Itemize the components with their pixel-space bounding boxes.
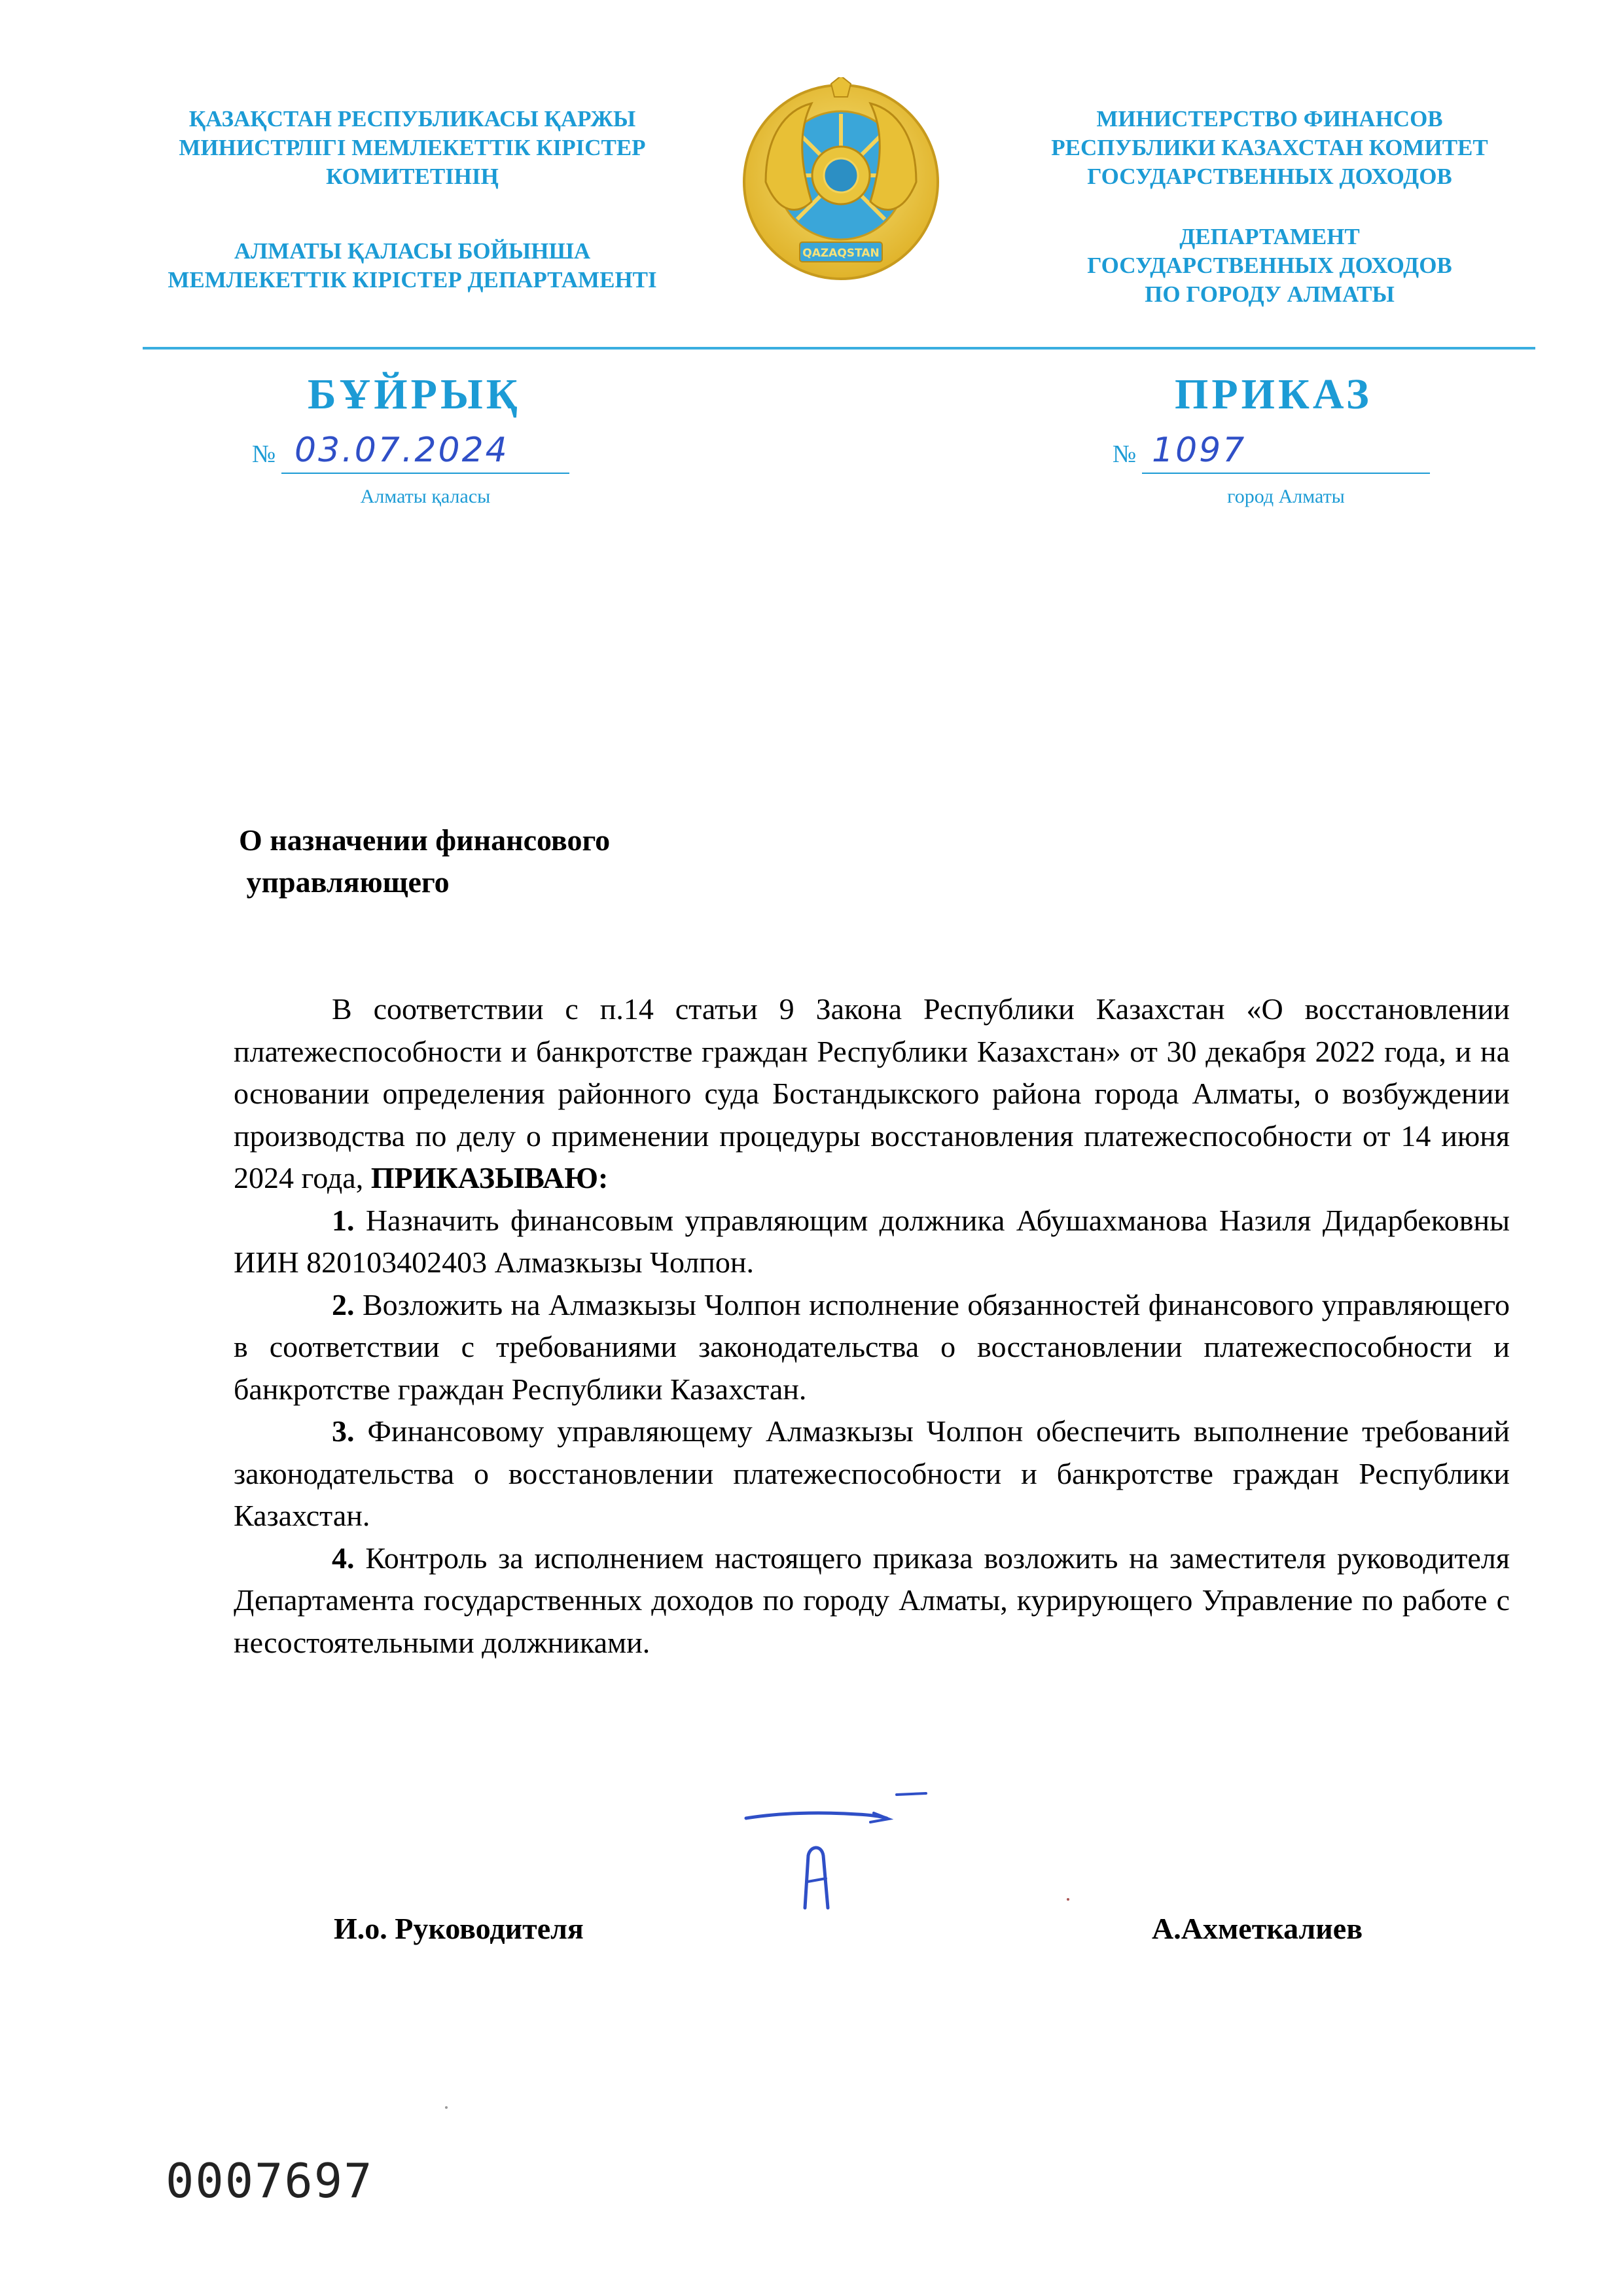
signatory-position: И.о. Руководителя: [334, 1912, 584, 1945]
state-emblem-icon: [740, 77, 942, 293]
item-text: Назначить финансовым управляющим должника Абушахманова Назиля Дидарбековны ИИН 820103402403 Алмазкызы Чолпон.: [234, 1203, 1510, 1279]
item-number: 4.: [332, 1541, 355, 1575]
header-ru-ministry: МИНИСТЕРСТВО ФИНАНСОВ РЕСПУБЛИКИ КАЗАХСТАН КОМИТЕТ ГОСУДАРСТВЕННЫХ ДОХОДОВ: [1051, 106, 1488, 189]
ink-dot: [445, 2106, 448, 2109]
order-subject: О назначении финансового управляющего: [239, 823, 611, 899]
number-sign-kz: №: [252, 440, 276, 468]
handwritten-signature: [740, 1767, 929, 1924]
order-title-kz: БҰЙРЫҚ: [308, 370, 521, 418]
order-title-ru: ПРИКАЗ: [1175, 370, 1372, 418]
header-kz-ministry: ҚАЗАҚСТАН РЕСПУБЛИКАСЫ ҚАРЖЫ МИНИСТРЛІГІ МЕМЛЕКЕТТІК КІРІСТЕР КОМИТЕТІНІҢ: [179, 106, 646, 189]
order-body: [234, 988, 1510, 1664]
item-text: Финансовому управляющему Алмазкызы Чолпон обеспечить выполнение требований законодательства о восстановлении платежеспособности и банкротстве граждан Республики Казахстан.: [234, 1414, 1510, 1532]
item-number: 3.: [332, 1414, 355, 1448]
item-text: Контроль за исполнением настоящего приказа возложить на заместителя руководителя Департамента государственных доходов по городу Алматы, курирующего Управление по работе с несостоятельными должниками.: [234, 1541, 1510, 1659]
order-item: [234, 1537, 1510, 1664]
registration-number: 0007697: [166, 2153, 374, 2208]
handwritten-date: 03.07.2024: [294, 431, 509, 470]
number-underline: [1142, 473, 1430, 474]
order-item: [234, 1284, 1510, 1411]
city-ru: город Алматы: [1227, 486, 1345, 507]
item-number: 2.: [332, 1287, 355, 1321]
date-underline: [281, 473, 569, 474]
handwritten-number: 1097: [1152, 431, 1247, 470]
header-divider: [143, 347, 1535, 350]
intro-paragraph: [234, 988, 1510, 1200]
item-number: 1.: [332, 1203, 355, 1237]
city-kz: Алматы қаласы: [360, 486, 491, 507]
signatory-name: А.Ахметкалиев: [1152, 1912, 1363, 1945]
header-kz-department: АЛМАТЫ ҚАЛАСЫ БОЙЫНША МЕМЛЕКЕТТІК КІРІСТЕР ДЕПАРТАМЕНТІ: [168, 238, 657, 293]
order-item: [234, 1410, 1510, 1537]
emblem-text: QAZAQSTAN: [802, 247, 880, 260]
header-ru-department: ДЕПАРТАМЕНТ ГОСУДАРСТВЕННЫХ ДОХОДОВ ПО ГОРОДУ АЛМАТЫ: [1087, 224, 1452, 307]
intro-text: В соответствии с п.14 статьи 9 Закона Республики Казахстан «О восстановлении платежеспособности и банкротстве граждан Республики Казахстан» от 30 декабря 2022 года, и на основании определения районного суда Бостандыкского района города Алматы, о возбуждении производства по делу о применении процедуры восстановления платежеспособности от 14 июня 2024 года,: [234, 992, 1510, 1194]
number-sign-ru: №: [1113, 440, 1137, 468]
intro-bold: ПРИКАЗЫВАЮ:: [370, 1161, 609, 1194]
item-text: Возложить на Алмазкызы Чолпон исполнение обязанностей финансового управляющего в соответствии с требованиями законодательства о восстановлении платежеспособности и банкротстве граждан Республики Казахстан.: [234, 1287, 1510, 1406]
ink-dot: [1067, 1898, 1069, 1901]
order-item: [234, 1200, 1510, 1284]
